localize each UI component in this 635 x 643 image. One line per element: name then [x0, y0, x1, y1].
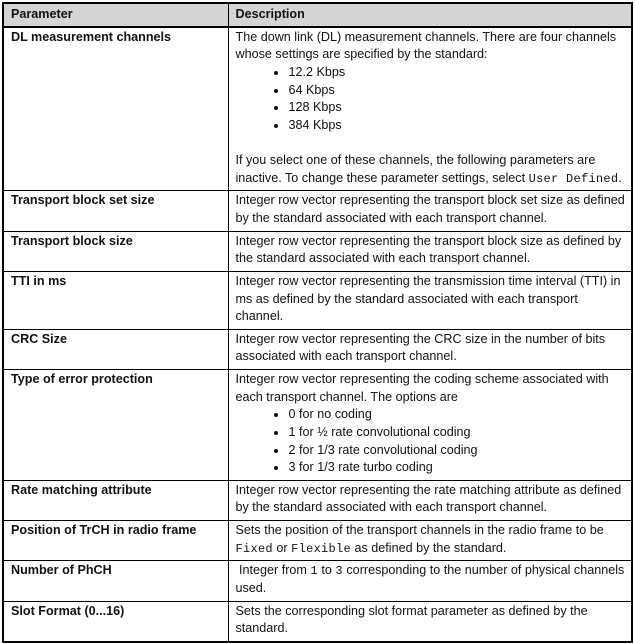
header-row [3, 3, 632, 27]
plain-text: Integer row vector representing the transport block set size as defined by the standard associated with each transport channel. [235, 193, 629, 225]
bullet-item: • 128 Kbps [288, 99, 626, 117]
bullet-item: • 2 for 1/3 rate convolutional coding [288, 442, 626, 460]
parameter-cell: Transport block set size [3, 191, 228, 231]
bullet-item: • 384 Kbps [288, 117, 626, 135]
paragraph-spacer [236, 134, 626, 152]
description-cell [228, 601, 632, 642]
table-row [3, 521, 632, 561]
plain-text: Integer row vector representing the transmission time interval (TTI) in ms as defined by the standard associated with each transport channel. [235, 273, 624, 324]
description-paragraph [236, 29, 626, 64]
plain-text: Integer row vector representing the rate matching attribute as defined by the standard associated with each transport channel. [235, 482, 625, 515]
table-row [3, 191, 632, 231]
parameter-column-header: Parameter [3, 3, 228, 27]
description-paragraph [236, 233, 626, 268]
description-cell [228, 231, 632, 271]
plain-text: If you select one of these channels, the following parameters are inactive. To change these parameter settings, select [235, 153, 599, 185]
code-text: 1 [310, 564, 318, 579]
description-paragraph [236, 371, 626, 406]
plain-text: . [618, 170, 622, 185]
parameter-cell: Type of error protection [3, 370, 228, 481]
description-paragraph [235, 192, 629, 227]
description-column-header: Description [228, 3, 632, 27]
parameter-cell: TTI in ms [3, 271, 228, 329]
description-cell [228, 521, 632, 561]
parameter-cell: Position of TrCH in radio frame [3, 521, 228, 561]
code-text: Fixed [235, 541, 273, 556]
plain-text: The down link (DL) measurement channels. There are four channels whose settings are specified by the standard: [235, 29, 620, 62]
description-paragraph [236, 562, 626, 597]
description-cell [228, 561, 632, 601]
parameter-cell: DL measurement channels [3, 27, 228, 191]
table-row [3, 329, 632, 369]
description-paragraph [236, 522, 626, 557]
bullet-list [236, 64, 626, 135]
description-cell [228, 27, 632, 191]
bullet-item: • 0 for no coding [288, 406, 626, 424]
table-row [3, 561, 632, 601]
plain-text: to [317, 563, 336, 578]
table-body [3, 27, 632, 642]
plain-text: Integer row vector representing the transport block size as defined by the standard associated with each transport channel. [235, 233, 625, 266]
code-text: 3 [335, 564, 343, 579]
table-row [3, 271, 632, 329]
parameter-cell: Transport block size [3, 231, 228, 271]
bullet-item: • 1 for ½ rate convolutional coding [288, 424, 626, 442]
description-cell [228, 480, 632, 520]
description-paragraph [236, 152, 626, 187]
description-cell [228, 370, 632, 481]
description-cell [228, 271, 632, 329]
description-paragraph [236, 482, 626, 517]
plain-text: corresponding to the number of physical channels used. [235, 563, 628, 596]
table-row [3, 480, 632, 520]
table-row [3, 27, 632, 191]
parameter-cell: Rate matching attribute [3, 480, 228, 520]
plain-text: or [272, 540, 292, 555]
table-row [3, 370, 632, 481]
plain-text: Sets the position of the transport channels in the radio frame to be [235, 523, 608, 537]
table-row [3, 601, 632, 642]
parameter-cell: Number of PhCH [3, 561, 228, 601]
table-header [3, 3, 632, 27]
description-cell [228, 191, 632, 231]
bullet-item: • 3 for 1/3 rate turbo coding [288, 459, 626, 477]
bullet-item: • 64 Kbps [288, 82, 626, 100]
bullet-list [236, 406, 626, 477]
parameter-table [2, 2, 633, 643]
code-text: Flexible [291, 541, 351, 556]
code-text: User Defined [528, 171, 619, 186]
description-paragraph [236, 273, 626, 326]
table-row [3, 231, 632, 271]
plain-text: Integer row vector representing the coding scheme associated with each transport channel. The options are [235, 372, 613, 404]
description-cell [228, 329, 632, 369]
parameter-cell: Slot Format (0...16) [3, 601, 228, 642]
bullet-item: • 12.2 Kbps [288, 64, 626, 82]
plain-text: Integer from [235, 563, 311, 578]
description-paragraph [236, 603, 626, 638]
plain-text: as defined by the standard. [350, 540, 507, 555]
description-paragraph [236, 331, 626, 366]
parameter-cell: CRC Size [3, 329, 228, 369]
plain-text: Sets the corresponding slot format parameter as defined by the standard. [235, 603, 592, 636]
plain-text: Integer row vector representing the CRC size in the number of bits associated with each transport channel. [235, 331, 609, 364]
